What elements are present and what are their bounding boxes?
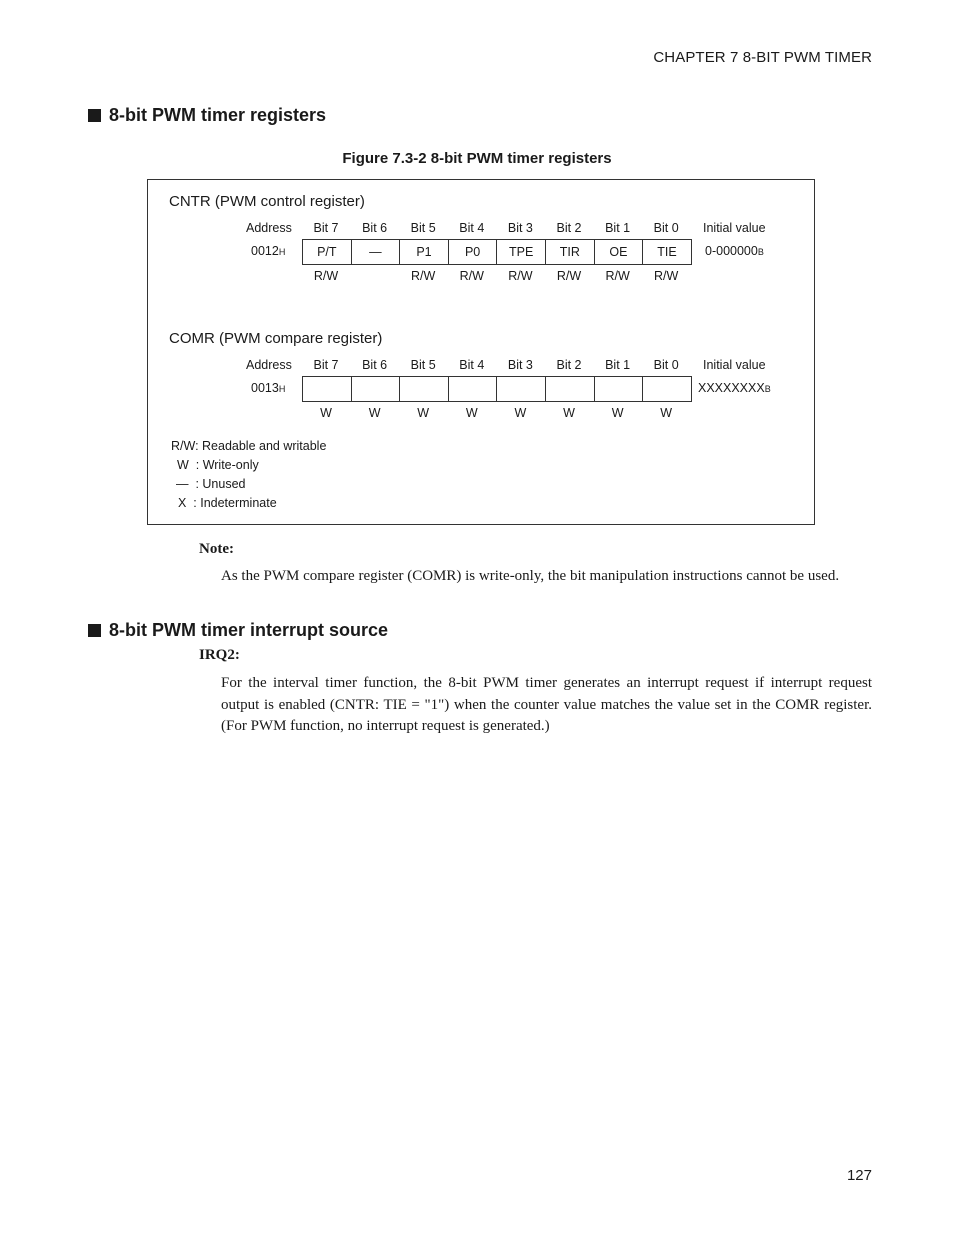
page-number: 127 xyxy=(846,1167,872,1184)
comr-bit-access: W xyxy=(368,406,381,420)
comr-bit-header: Bit 2 xyxy=(556,358,582,372)
comr-bit-access: W xyxy=(611,406,624,420)
cntr-bit-cell: OE xyxy=(594,239,644,265)
note-heading: Note: xyxy=(199,541,234,557)
comr-bit-cell xyxy=(448,376,498,402)
comr-title: COMR (PWM compare register) xyxy=(169,330,383,347)
section-heading-text: 8-bit PWM timer registers xyxy=(109,105,327,125)
cntr-bit-cell: P1 xyxy=(399,239,449,265)
irq-paragraph: For the interval timer function, the 8-bit PWM timer generates an interrupt request if interrupt request output is enabled (CNTR: TIE = "1") when the counter value matches the value set in the COMR register. (For PWM function, no interrupt request is generated.) xyxy=(221,675,872,734)
comr-address-label: Address xyxy=(246,358,292,372)
comr-bit-access: W xyxy=(514,406,527,420)
cntr-bit-access: R/W xyxy=(605,269,630,283)
comr-bit-header: Bit 1 xyxy=(605,358,631,372)
comr-bit-access: W xyxy=(563,406,575,420)
cntr-address-label: Address xyxy=(246,221,292,235)
cntr-bit-header: Bit 0 xyxy=(653,221,679,235)
section-heading-text: 8-bit PWM timer interrupt source xyxy=(109,620,389,640)
comr-bit-cell xyxy=(642,376,692,402)
comr-bit-header: Bit 7 xyxy=(313,358,339,372)
running-head: CHAPTER 7 8-BIT PWM TIMER xyxy=(653,49,872,66)
comr-bit-header: Bit 3 xyxy=(507,358,533,372)
cntr-bit-header: Bit 1 xyxy=(605,221,631,235)
comr-bit-access: W xyxy=(417,406,430,420)
figure-title: Figure 7.3-2 8-bit PWM timer registers xyxy=(342,150,612,167)
square-bullet-icon xyxy=(88,624,101,637)
cntr-bit-cell: — xyxy=(351,239,401,265)
section-heading-registers xyxy=(88,105,326,126)
cntr-bit-access: R/W xyxy=(313,269,339,283)
comr-bit-cell xyxy=(594,376,644,402)
cntr-bit-cell: P/T xyxy=(302,239,352,265)
cntr-bit-cell: TIE xyxy=(642,239,692,265)
square-bullet-icon xyxy=(88,109,101,122)
legend-unused: — : Unused xyxy=(176,477,246,491)
comr-bit-header: Bit 5 xyxy=(410,358,436,372)
note-text: As the PWM compare register (COMR) is write-only, the bit manipulation instructions cannot be used. xyxy=(221,568,840,584)
cntr-address: 0012H xyxy=(251,244,286,258)
cntr-bit-header: Bit 3 xyxy=(507,221,533,235)
irq-heading: IRQ2: xyxy=(199,647,240,663)
cntr-bit-header: Bit 6 xyxy=(362,221,388,235)
comr-bit-header: Bit 6 xyxy=(362,358,388,372)
comr-bit-cell xyxy=(351,376,401,402)
cntr-title: CNTR (PWM control register) xyxy=(169,193,365,210)
cntr-bit-header: Bit 2 xyxy=(556,221,582,235)
cntr-initial-label: Initial value xyxy=(703,221,766,235)
cntr-bit-header: Bit 4 xyxy=(459,221,485,235)
comr-address: 0013H xyxy=(251,381,286,395)
comr-initial-value: XXXXXXXXB xyxy=(698,381,771,395)
legend-x: X : Indeterminate xyxy=(178,496,277,510)
cntr-bit-header: Bit 7 xyxy=(313,221,339,235)
cntr-bit-cell: TPE xyxy=(496,239,546,265)
cntr-bit-access: R/W xyxy=(411,269,436,283)
comr-bit-cell xyxy=(399,376,449,402)
comr-bit-access: W xyxy=(660,406,673,420)
comr-bit-access: W xyxy=(320,406,332,420)
comr-bit-access: W xyxy=(465,406,478,420)
cntr-bit-access: R/W xyxy=(654,269,679,283)
cntr-bit-access: R/W xyxy=(459,269,484,283)
comr-bit-header: Bit 0 xyxy=(653,358,679,372)
comr-bit-cell xyxy=(545,376,595,402)
comr-bit-cell xyxy=(496,376,546,402)
cntr-bit-cell: TIR xyxy=(545,239,595,265)
cntr-bit-access: R/W xyxy=(556,269,582,283)
legend-rw: R/W: Readable and writable xyxy=(171,439,327,453)
cntr-bit-access: R/W xyxy=(508,269,533,283)
comr-bit-cell xyxy=(302,376,352,402)
comr-initial-label: Initial value xyxy=(703,358,766,372)
legend-w: W : Write-only xyxy=(177,458,259,472)
cntr-initial-value: 0-000000B xyxy=(705,244,764,258)
section-heading-interrupt xyxy=(88,620,388,641)
comr-bit-header: Bit 4 xyxy=(459,358,485,372)
cntr-bit-cell: P0 xyxy=(448,239,498,265)
cntr-bit-header: Bit 5 xyxy=(410,221,436,235)
